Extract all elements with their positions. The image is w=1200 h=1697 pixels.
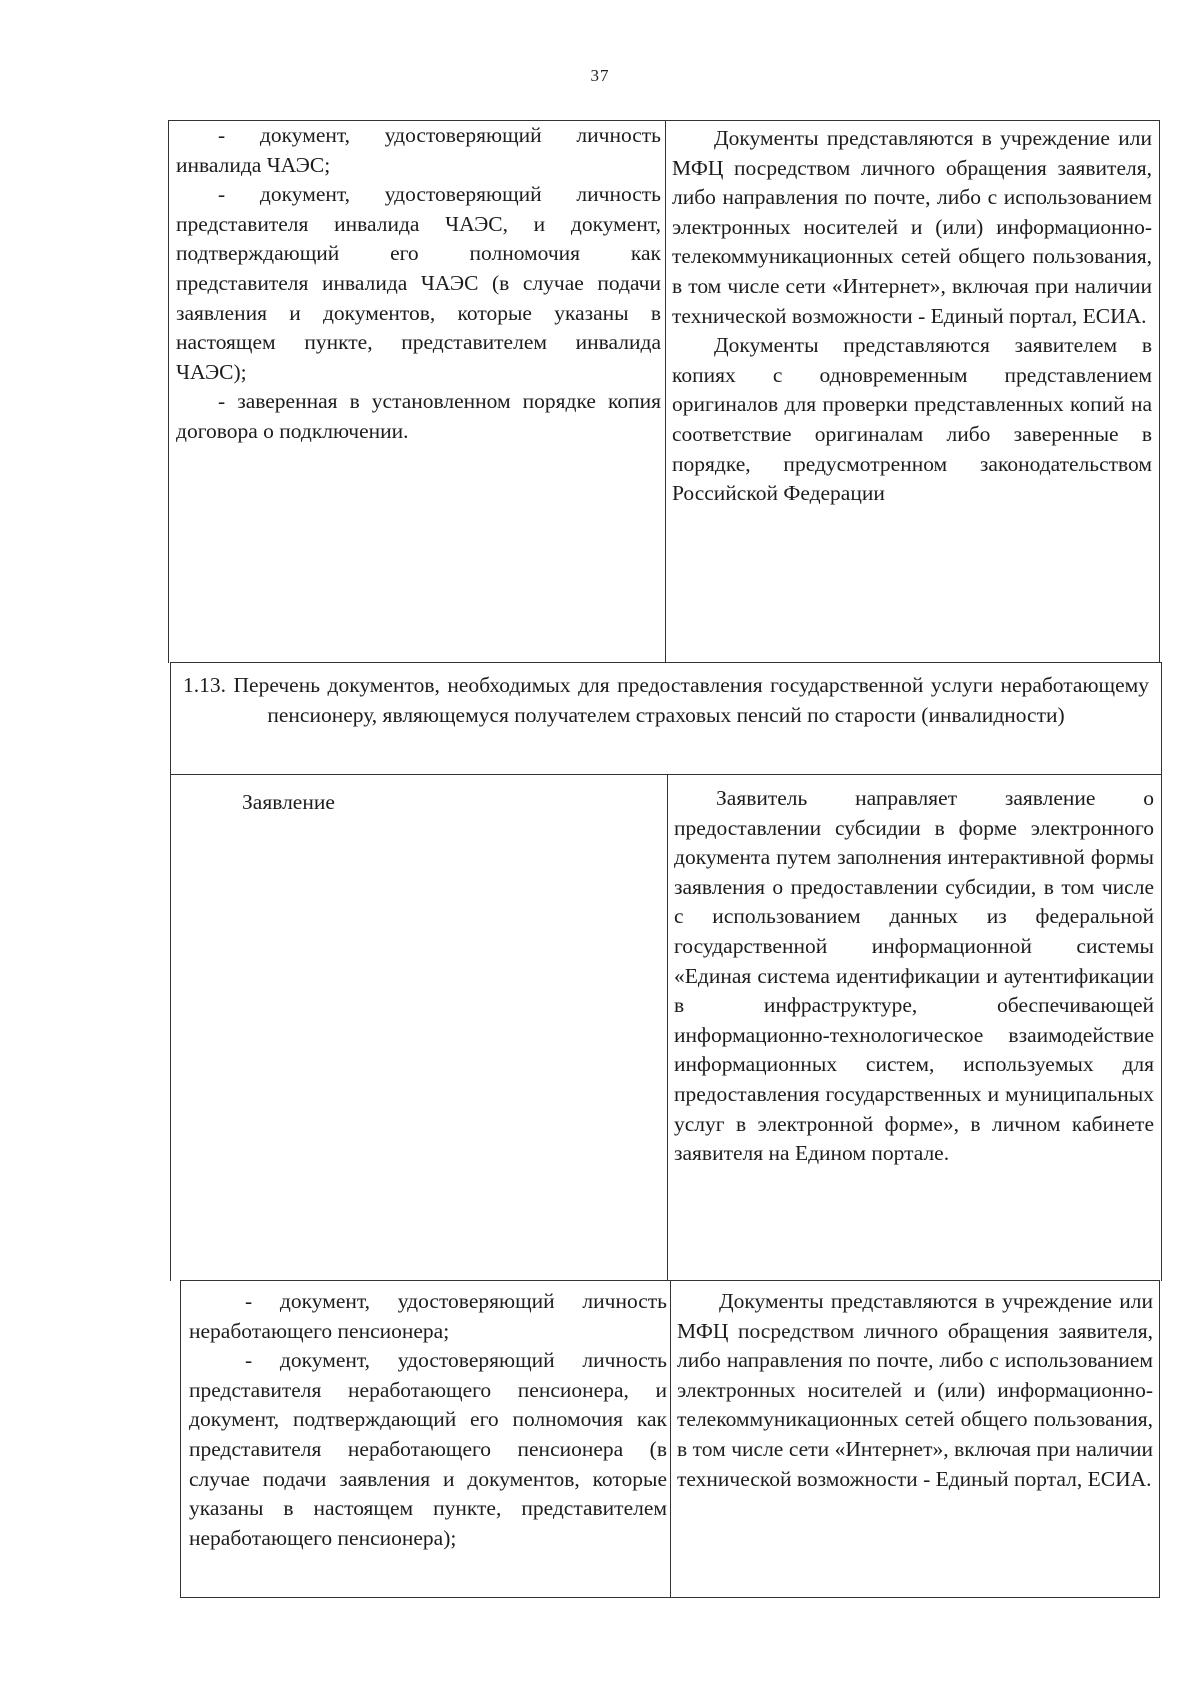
row1-right-cell (672, 121, 1152, 663)
table-row-2 (170, 774, 1162, 1281)
row3-right-para-1: Документы представляются в учреждение или МФЦ посредством личного обращения заявителя, либо направления по почте, либо с использованием электронных носителей и (или) информационно-телекоммуникационных сетей общего пользования, в том числе сети «Интернет», включая при наличии технической возможности - Единый портал, ЕСИА. (677, 1289, 1153, 1491)
table-row-3 (180, 1280, 1160, 1598)
column-divider (667, 774, 668, 1281)
row2-left-cell (178, 774, 663, 1281)
row1-right-para-1: Документы представляются в учреждение или МФЦ посредством личного обращения заявителя, либо направления по почте, либо с использованием электронных носителей и (или) информационно-телекоммуникационных сетей общего пользования, в том числе сети «Интернет», включая при наличии технической возможности - Единый портал, ЕСИА. (672, 126, 1152, 328)
row2-left-para-1: Заявление (242, 790, 335, 814)
row3-left-para-1: - документ, удостоверяющий личность неработающего пенсионера; (189, 1289, 667, 1343)
row1-left-para-1: - документ, удостоверяющий личность инвалида ЧАЭС; (176, 123, 661, 177)
page-number: 37 (590, 66, 610, 85)
row1-right-para-2: Документы представляются заявителем в копиях с одновременным представлением оригиналов для проверки представленных копий на соответствие оригиналам либо заверенные в порядке, предусмотренном законодательством Российской Федерации (672, 333, 1152, 506)
row2-right-para-1: Заявитель направляет заявление о предоставлении субсидии в форме электронного документа путем заполнения интерактивной формы заявления о предоставлении субсидии, в том числе с использованием данных из федеральной государственной информационной системы «Единая система идентификации и аутентификации в инфраструктуре, обеспечивающей информационно-технологическое взаимодействие информационных систем, используемых для предоставления государственных и муниципальных услуг в электронной форме», в личном кабинете заявителя на Едином портале. (674, 786, 1154, 1166)
table-row-1 (168, 120, 1160, 663)
section-heading-row (170, 662, 1162, 775)
row3-left-cell (189, 1281, 667, 1597)
row3-right-cell (677, 1281, 1153, 1597)
row1-left-para-2: - документ, удостоверяющий личность представителя инвалида ЧАЭС, и документ, подтверждающий его полномочия как представителя инвалида ЧАЭС (в случае подачи заявления и документов, которые указаны в настоящем пункте, представителем инвалида ЧАЭС); (176, 182, 661, 384)
row1-left-para-3: - заверенная в установленном порядке копия договора о подключении. (176, 389, 661, 443)
row3-left-para-2: - документ, удостоверяющий личность представителя неработающего пенсионера, и документ, подтверждающий его полномочия как представителя неработающего пенсионера (в случае подачи заявления и документов, которые указаны в настоящем пункте, представителем неработающего пенсионера); (189, 1348, 667, 1550)
column-divider (670, 1281, 671, 1597)
row2-right-cell (674, 774, 1154, 1281)
section-heading: 1.13. Перечень документов, необходимых для предоставления государственной услуги неработающему пенсионеру, являющемуся получателем страховых пенсий по старости (инвалидности) (183, 673, 1149, 727)
row1-left-cell (176, 121, 661, 663)
column-divider (665, 121, 666, 663)
